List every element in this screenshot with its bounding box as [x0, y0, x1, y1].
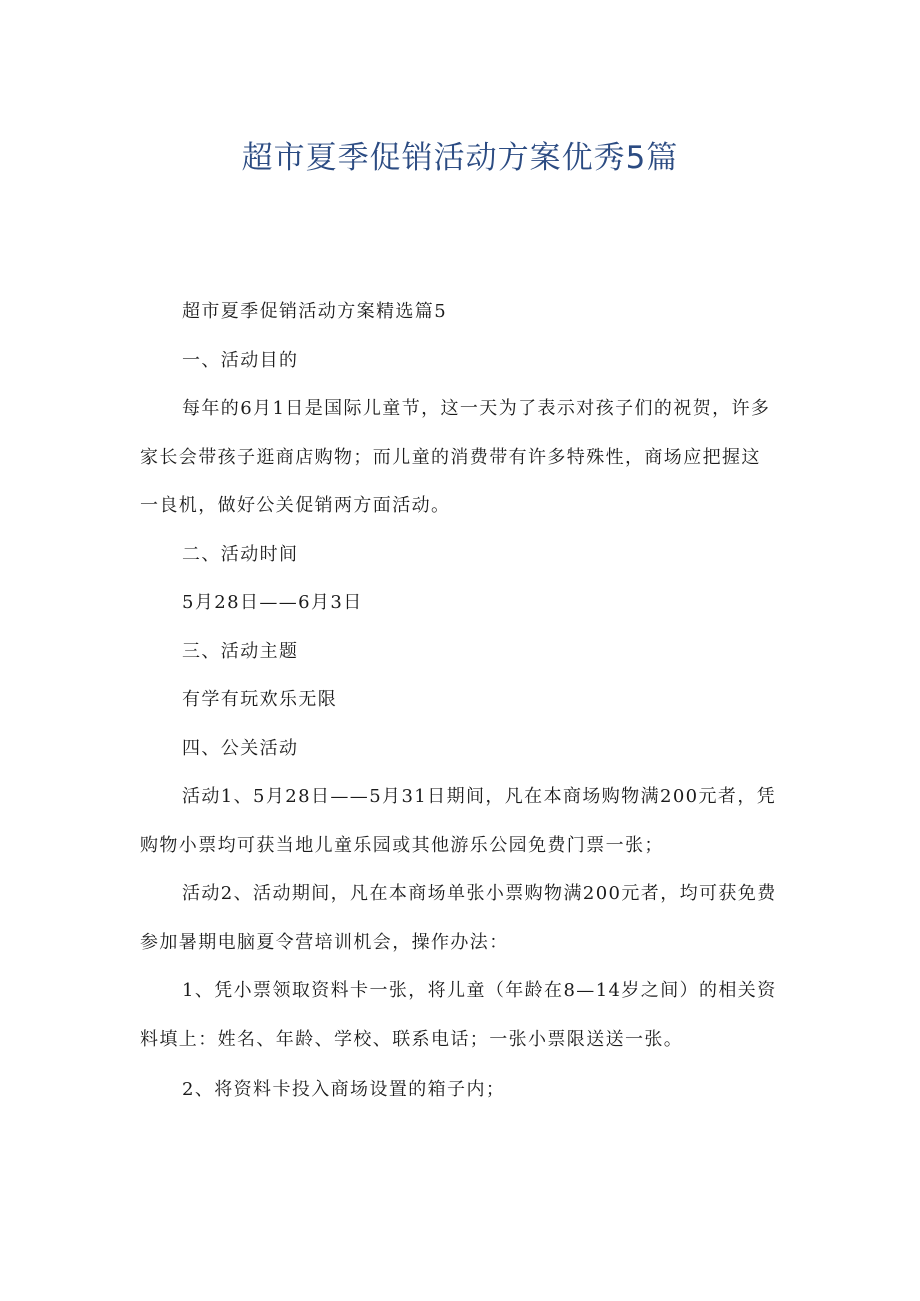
paragraph-step-1: 1、凭小票领取资料卡一张，将儿童（年龄在8—14岁之间）的相关资料填上：姓名、年龄、学校、联系电话；一张小票限送送一张。 [140, 980, 777, 1050]
section-heading-time: 二、活动时间 [182, 543, 299, 565]
section-heading-purpose: 一、活动目的 [182, 349, 299, 371]
paragraph-theme: 有学有玩欢乐无限 [182, 689, 338, 710]
section-heading-theme: 三、活动主题 [182, 640, 299, 662]
document-body [140, 288, 780, 1115]
paragraph-activity-1: 活动1、5月28日——5月31日期间，凡在本商场购物满200元者，凭购物小票均可获当地儿童乐园或其他游乐公园免费门票一张； [140, 786, 777, 856]
paragraph-step-2: 2、将资料卡投入商场设置的箱子内； [182, 1079, 506, 1100]
paragraph-time: 5月28日——6月3日 [182, 592, 363, 613]
document-title: 超市夏季促销活动方案优秀5篇 [241, 140, 679, 176]
paragraph-activity-2: 活动2、活动期间，凡在本商场单张小票购物满200元者，均可获免费参加暑期电脑夏令营培训机会，操作办法： [140, 883, 777, 953]
paragraph-purpose: 每年的6月1日是国际儿童节，这一天为了表示对孩子们的祝贺，许多家长会带孩子逛商店购物；而儿童的消费带有许多特殊性，商场应把握这一良机，做好公关促销两方面活动。 [140, 398, 771, 516]
section-heading-pr: 四、公关活动 [182, 737, 299, 759]
section-heading-article: 超市夏季促销活动方案精选篇5 [182, 301, 448, 322]
